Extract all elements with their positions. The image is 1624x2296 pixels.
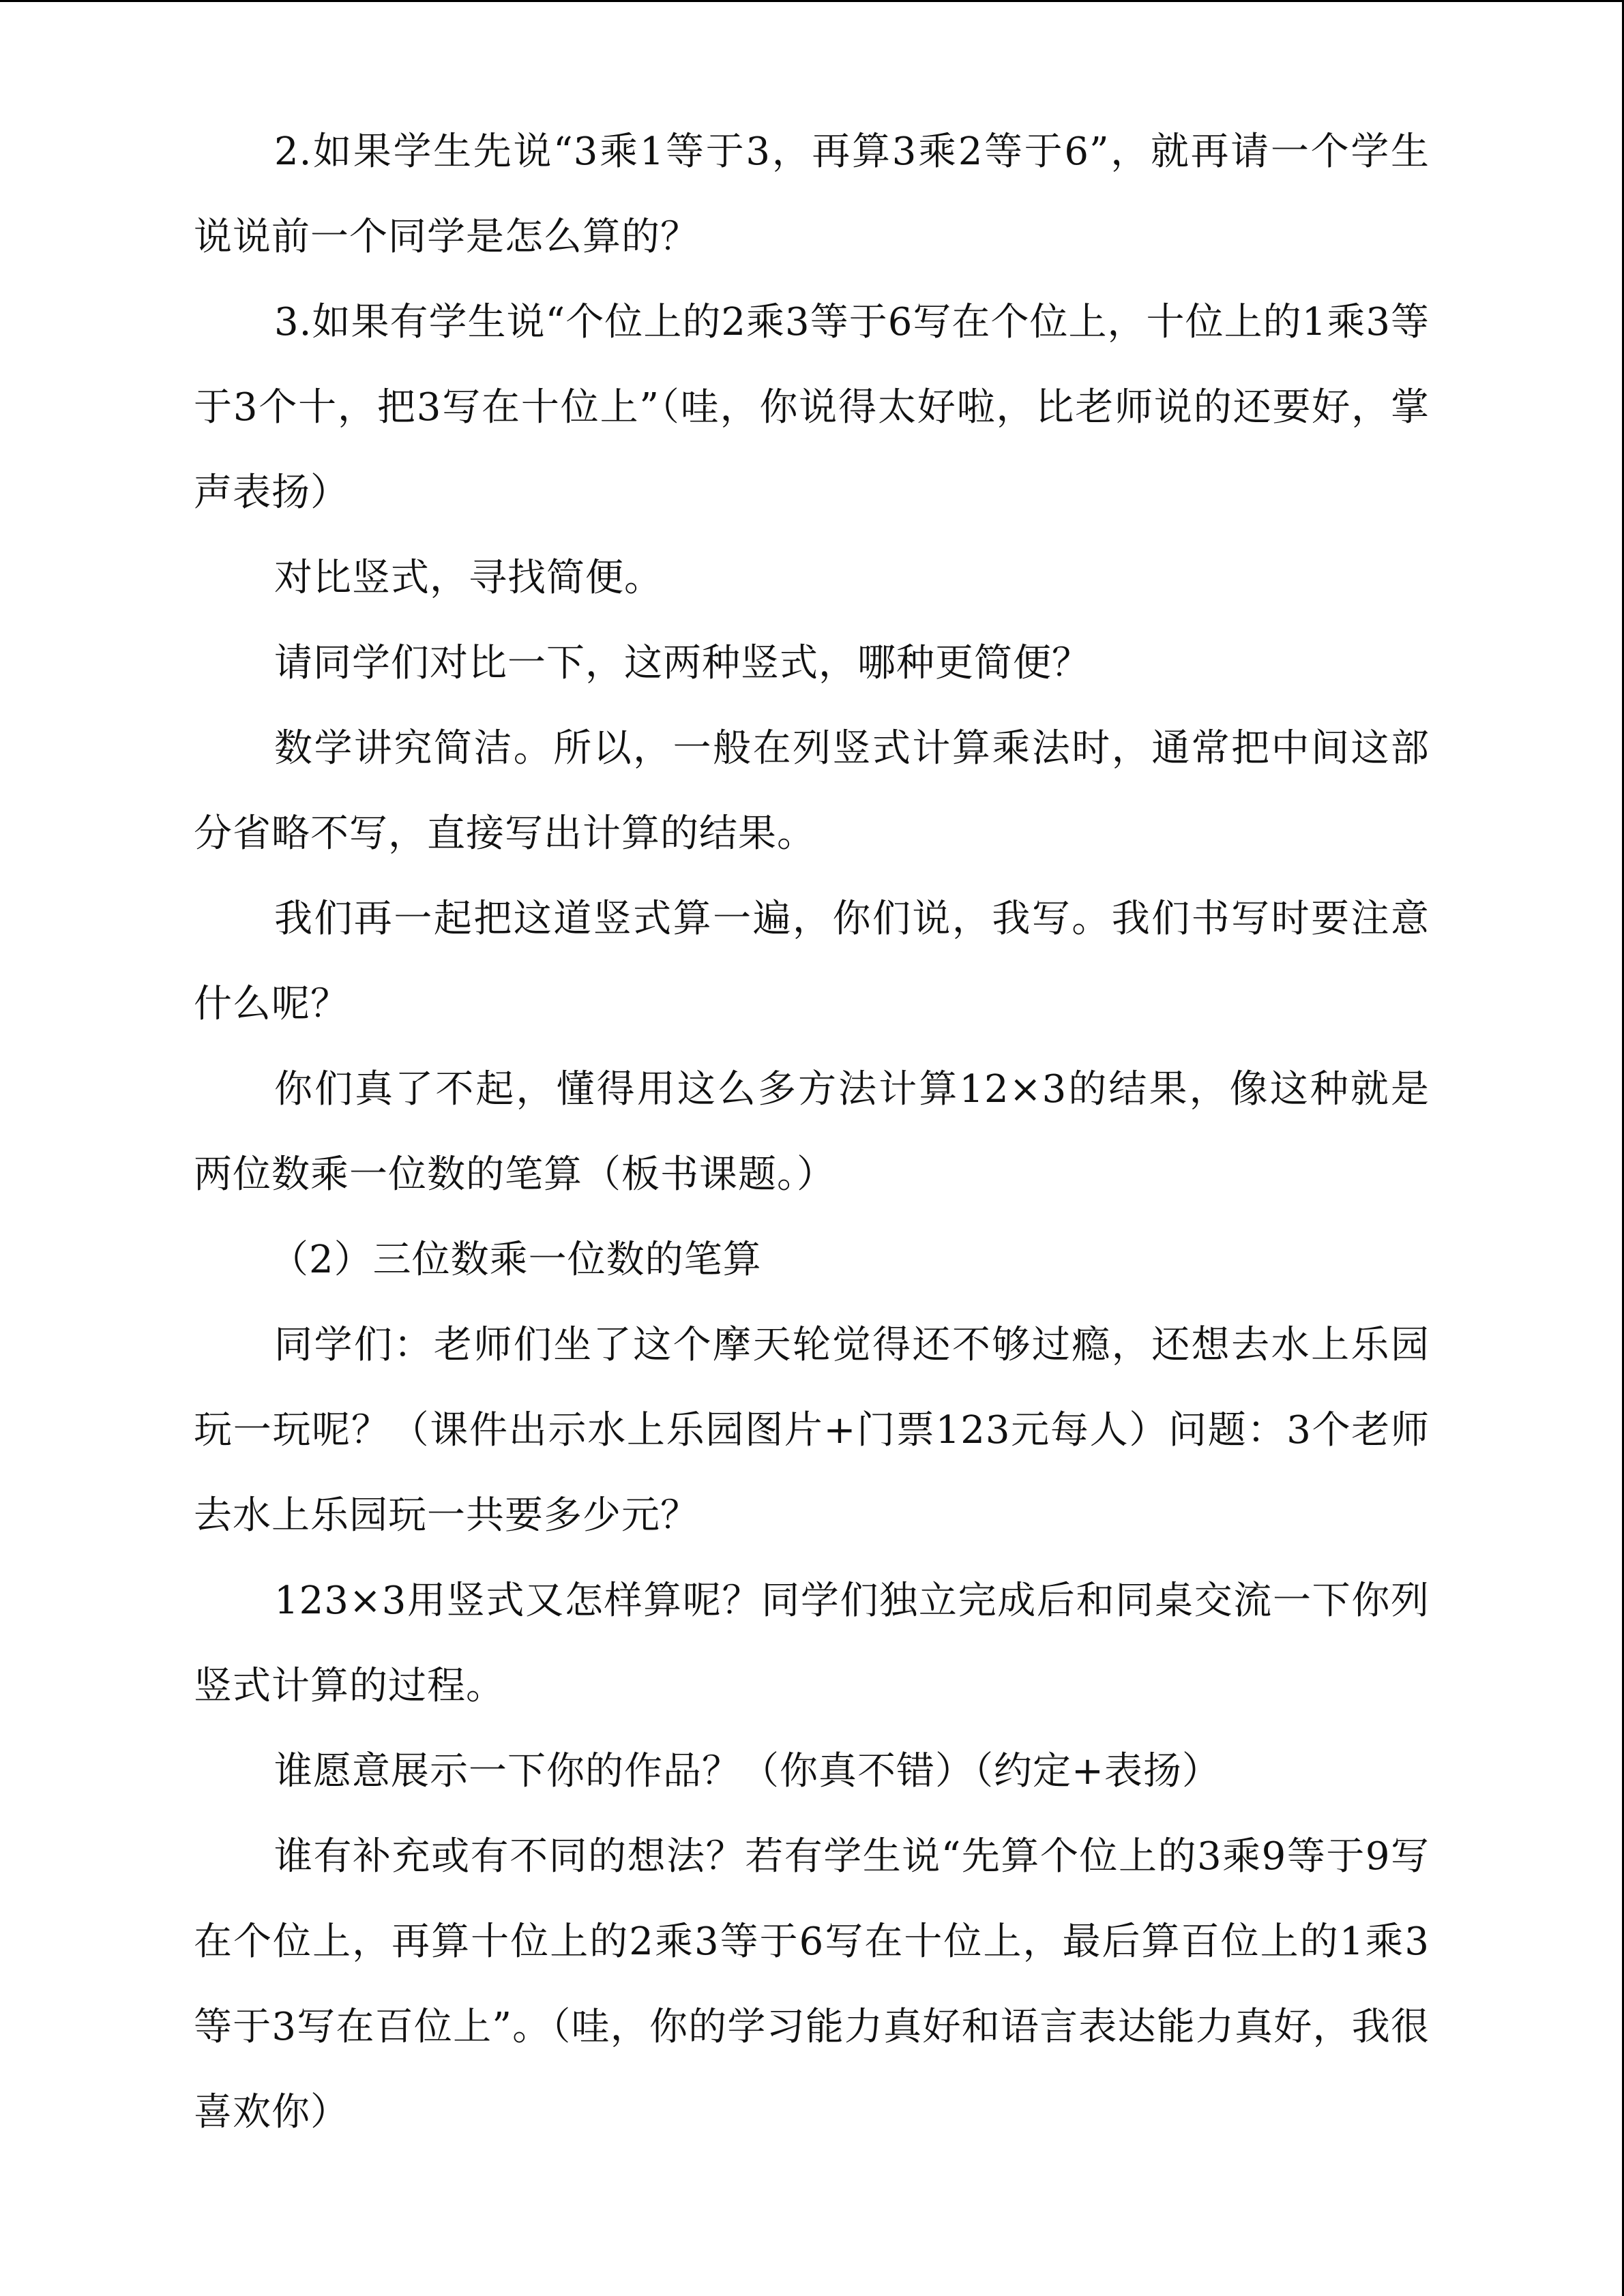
page-top-border [0,0,1624,2]
paragraph-write-again: 我们再一起把这道竖式算一遍，你们说，我写。我们书写时要注意什么呢？ [194,897,1430,1026]
paragraph-math-concise: 数学讲究简洁。所以，一般在列竖式计算乘法时，通常把中间这部分省略不写，直接写出计算的结果。 [194,726,1430,856]
document-body [194,109,1430,2155]
paragraph-123x3: 123×3用竖式又怎样算呢？同学们独立完成后和同桌交流一下你列竖式计算的过程。 [194,1579,1430,1708]
section-heading-three-digit: （2）三位数乘一位数的笔算 [270,1238,762,1282]
paragraph-which-simpler: 请同学们对比一下，这两种竖式，哪种更简便？ [274,641,1091,685]
paragraph-student-explains-2: 2.如果学生先说“3乘1等于3，再算3乘2等于6”，就再请一个学生说说前一个同学是怎么算的？ [194,130,1430,259]
paragraph-compare-vertical: 对比竖式，寻找简便。 [274,556,663,600]
paragraph-other-ideas: 谁有补充或有不同的想法？若有学生说“先算个位上的3乘9等于9写在个位上，再算十位上的2乘3等于6写在十位上，最后算百位上的1乘3等于3写在百位上”。（哇，你的学习能力真好和语言表达能力真好，我很喜欢你） [194,1834,1430,2134]
paragraph-water-park: 同学们：老师们坐了这个摩天轮觉得还不够过瘾，还想去水上乐园玩一玩呢？（课件出示水上乐园图片+门票123元每人）问题：3个老师去水上乐园玩一共要多少元？ [194,1323,1430,1538]
paragraph-show-work: 谁愿意展示一下你的作品？（你真不错）（约定+表扬） [274,1749,1221,1793]
paragraph-two-digit-written: 你们真了不起，懂得用这么多方法计算12×3的结果，像这种就是两位数乘一位数的笔算（板书课题。） [194,1067,1430,1197]
paragraph-student-explains-3: 3.如果有学生说“个位上的2乘3等于6写在个位上，十位上的1乘3等于3个十，把3写在十位上”（哇，你说得太好啦，比老师说的还要好，掌声表扬） [194,300,1430,515]
